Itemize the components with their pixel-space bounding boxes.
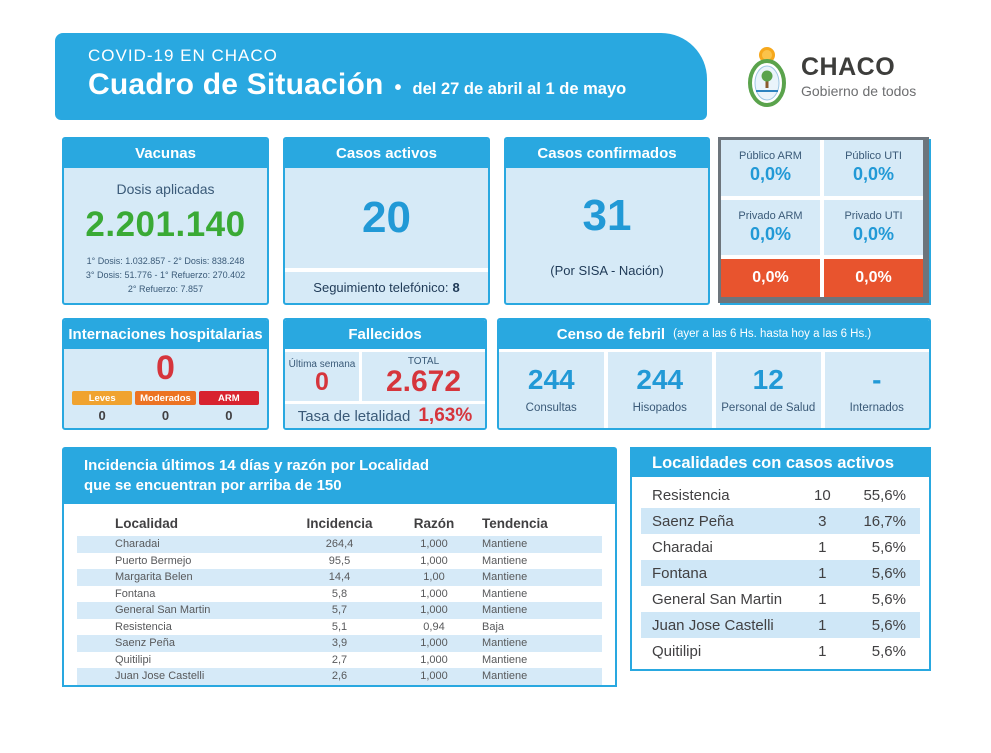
list-item-cell: Quitilipi [652,642,702,660]
list-item-cell: Juan Jose Castelli [652,616,774,634]
censo-label: Personal de Salud [721,402,816,414]
table-cell: 1,000 [420,604,448,617]
internaciones-value: 0 [156,349,175,387]
table-cell: Mantiene [482,670,528,683]
logo-text [801,55,916,99]
list-item-cell: 5,6% [871,538,906,556]
table-row [77,619,602,636]
vacunas-detail-line: 1° Dosis: 1.032.857 - 2° Dosis: 838.248 [86,256,245,266]
list-item-cell: 5,6% [871,564,906,582]
internaciones-chips [72,391,259,423]
ocupacion-cell [721,140,820,196]
fallecidos-week-cell [285,352,359,401]
severity-column [135,391,195,423]
list-item-cell: 1 [818,538,827,556]
fallecidos-total-label: TOTAL [407,356,440,367]
table-cell: 1,000 [420,554,448,567]
header-title-row [88,68,707,102]
fallecidos-week-label: Última semana [288,358,356,370]
title-separator-dot: • [394,77,402,99]
table-cell: 1,000 [420,637,448,650]
censo-value: 244 [527,364,575,395]
card-casos-confirmados-header: Casos confirmados [506,139,708,168]
severity-count: 0 [98,408,106,424]
table-cell: Mantiene [482,554,528,567]
table-cell: 5,7 [331,604,348,617]
list-item-cell: 1 [818,642,827,660]
table-cell: Saenz Peña [115,637,175,650]
fallecidos-total-cell [362,352,485,401]
list-item-cell: 5,6% [871,642,906,660]
list-item [641,482,920,508]
column-header: Localidad [115,515,179,531]
table-cell: Mantiene [482,637,528,650]
card-casos-activos [283,137,490,305]
list-item [641,586,920,612]
card-vacunas-header: Vacunas [64,139,267,168]
card-internaciones [62,318,269,430]
seguimiento-value: 8 [452,280,460,295]
censo-cell [825,352,930,428]
incidencia-table [62,504,617,687]
severity-chip: ARM [199,391,259,405]
ocupacion-cell-label: Público ARM [739,150,802,163]
severity-chip: Leves [72,391,132,405]
panel-localidades-activos [630,447,931,671]
fallecidos-week-value: 0 [315,367,329,396]
ocupacion-cell-label: Privado ARM [738,209,803,222]
censo-label: Consultas [525,402,577,414]
ocupacion-cell [824,140,923,196]
list-item-cell: 55,6% [863,486,906,504]
list-item-cell: Saenz Peña [652,512,734,530]
table-cell: 5,1 [331,620,348,633]
ocupacion-cell-value: 0,0% [852,164,895,185]
list-item [641,612,920,638]
letalidad-label: Tasa de letalidad [297,407,411,425]
vacunas-label: Dosis aplicadas [116,181,215,197]
card-censo-febril [497,318,931,430]
censo-value: - [872,364,882,395]
card-casos-confirmados [504,137,710,305]
severity-count: 0 [225,408,233,424]
table-cell: 3,9 [331,637,348,650]
localidades-table-body [632,477,929,669]
censo-cell [716,352,821,428]
casos-activos-footer [285,268,488,303]
severity-column [199,391,259,423]
header-subtitle: COVID-19 EN CHACO [88,46,278,65]
censo-label: Hisopados [632,402,687,414]
list-item-cell: 1 [818,616,827,634]
casos-activos-value: 20 [362,193,411,242]
censo-cell [608,352,713,428]
panel-ocupacion-camas [718,137,929,303]
column-header: Razón [413,515,455,531]
fallecidos-total-value: 2.672 [385,365,462,398]
card-fallecidos-header: Fallecidos [285,320,485,349]
list-item-cell: 1 [818,564,827,582]
table-cell: Baja [482,620,505,633]
card-internaciones-header: Internaciones hospitalarias [64,320,267,349]
list-item-cell: 1 [818,590,827,608]
list-item-cell: 5,6% [871,590,906,608]
table-row [77,652,602,669]
ocupacion-cell [824,200,923,256]
severity-count: 0 [161,408,170,424]
table-cell: 1,00 [423,571,445,584]
table-cell: 95,5 [328,554,351,567]
card-vacunas [62,137,269,305]
list-item [641,534,920,560]
table-cell: 1,000 [420,587,448,600]
table-row [77,553,602,570]
table-cell: 1,000 [420,538,448,551]
casos-confirmados-note: (Por SISA - Nación) [550,263,664,278]
card-fallecidos [283,318,487,430]
censo-value: 12 [752,364,784,395]
censo-title: Censo de febril [556,326,666,343]
incidencia-table-body [77,536,602,685]
list-item [641,638,920,664]
table-cell: 5,8 [331,587,348,600]
table-cell: Margarita Belen [115,571,193,584]
ocupacion-total-cell: 0,0% [721,259,820,297]
seguimiento-label: Seguimiento telefónico: [313,280,449,295]
incidencia-title [62,447,617,504]
ocupacion-cell-label: Privado UTI [844,209,903,222]
list-item-cell: 10 [814,486,831,504]
vacunas-total: 2.201.140 [85,205,246,244]
table-cell: Mantiene [482,604,528,617]
column-header: Incidencia [306,515,373,531]
table-cell: Puerto Bermejo [115,554,192,567]
table-row [77,586,602,603]
table-row [77,569,602,586]
list-item-cell: Fontana [652,564,708,582]
panel-incidencia [62,447,617,683]
ocupacion-cell-value: 0,0% [749,164,792,185]
card-casos-activos-header: Casos activos [285,139,488,168]
fallecidos-main [285,352,485,401]
table-cell: General San Martin [115,604,211,617]
casos-confirmados-value: 31 [582,190,632,240]
vacunas-details [64,255,267,297]
list-item-cell: Resistencia [652,486,730,504]
severity-chip: Moderados [135,391,195,405]
censo-time-note: (ayer a las 6 Hs. hasta hoy a las 6 Hs.) [673,328,872,340]
table-row [77,602,602,619]
table-row [77,536,602,553]
page-title: Cuadro de Situación [88,68,384,101]
severity-column [72,391,132,423]
censo-label: Internados [849,402,904,414]
ocupacion-cell-label: Público UTI [845,150,902,163]
column-header: Tendencia [482,515,548,531]
incidencia-title-line2: que se encuentran por arriba de 150 [84,476,342,494]
ocupacion-total-cell: 0,0% [824,259,923,297]
table-row [77,635,602,652]
table-cell: Mantiene [482,538,528,551]
table-cell: 1,000 [420,653,448,666]
logo-subtitle: Gobierno de todos [801,83,917,99]
table-cell: Fontana [115,587,156,600]
table-cell: Juan Jose Castelli [115,670,205,683]
vacunas-detail-line: 3° Dosis: 51.776 - 1° Refuerzo: 270.402 [85,269,246,280]
list-item-cell: 3 [818,512,827,530]
table-cell: Mantiene [482,653,528,666]
list-item-cell: General San Martin [652,590,783,608]
censo-value: 244 [636,364,684,395]
list-item [641,508,920,534]
table-cell: 0,94 [423,620,445,633]
chaco-logo [742,45,916,109]
incidencia-table-head [77,510,602,536]
table-cell: Resistencia [115,620,172,633]
list-item-cell: 5,6% [871,616,906,634]
letalidad-value: 1,63% [418,405,473,426]
table-cell: 1,000 [420,670,448,683]
ocupacion-cell [721,200,820,256]
table-cell: 264,4 [325,538,354,551]
localidades-title: Localidades con casos activos [632,449,929,477]
list-item [641,560,920,586]
censo-cell [499,352,604,428]
ocupacion-cell-value: 0,0% [852,223,895,244]
table-cell: Quitilipi [115,653,152,666]
censo-body [499,352,929,428]
table-row [77,668,602,685]
logo-title: CHACO [801,53,896,81]
list-item-cell: 16,7% [863,512,906,530]
table-cell: Charadai [115,538,160,551]
table-cell: 2,6 [331,670,348,683]
fallecidos-rate-row [285,404,485,428]
list-item-cell: Charadai [652,538,713,556]
table-cell: 14,4 [328,571,351,584]
table-cell: 2,7 [331,653,348,666]
incidencia-title-line1: Incidencia últimos 14 días y razón por Localidad [84,457,430,474]
card-censo-header [499,320,929,349]
ocupacion-cell-value: 0,0% [749,223,792,244]
vacunas-detail-line: 2° Refuerzo: 7.857 [127,283,204,294]
date-range: del 27 de abril al 1 de mayo [412,80,627,98]
table-cell: Mantiene [482,587,528,600]
header-band [55,33,707,120]
table-cell: Mantiene [482,571,528,584]
chaco-crest-icon [742,45,792,109]
